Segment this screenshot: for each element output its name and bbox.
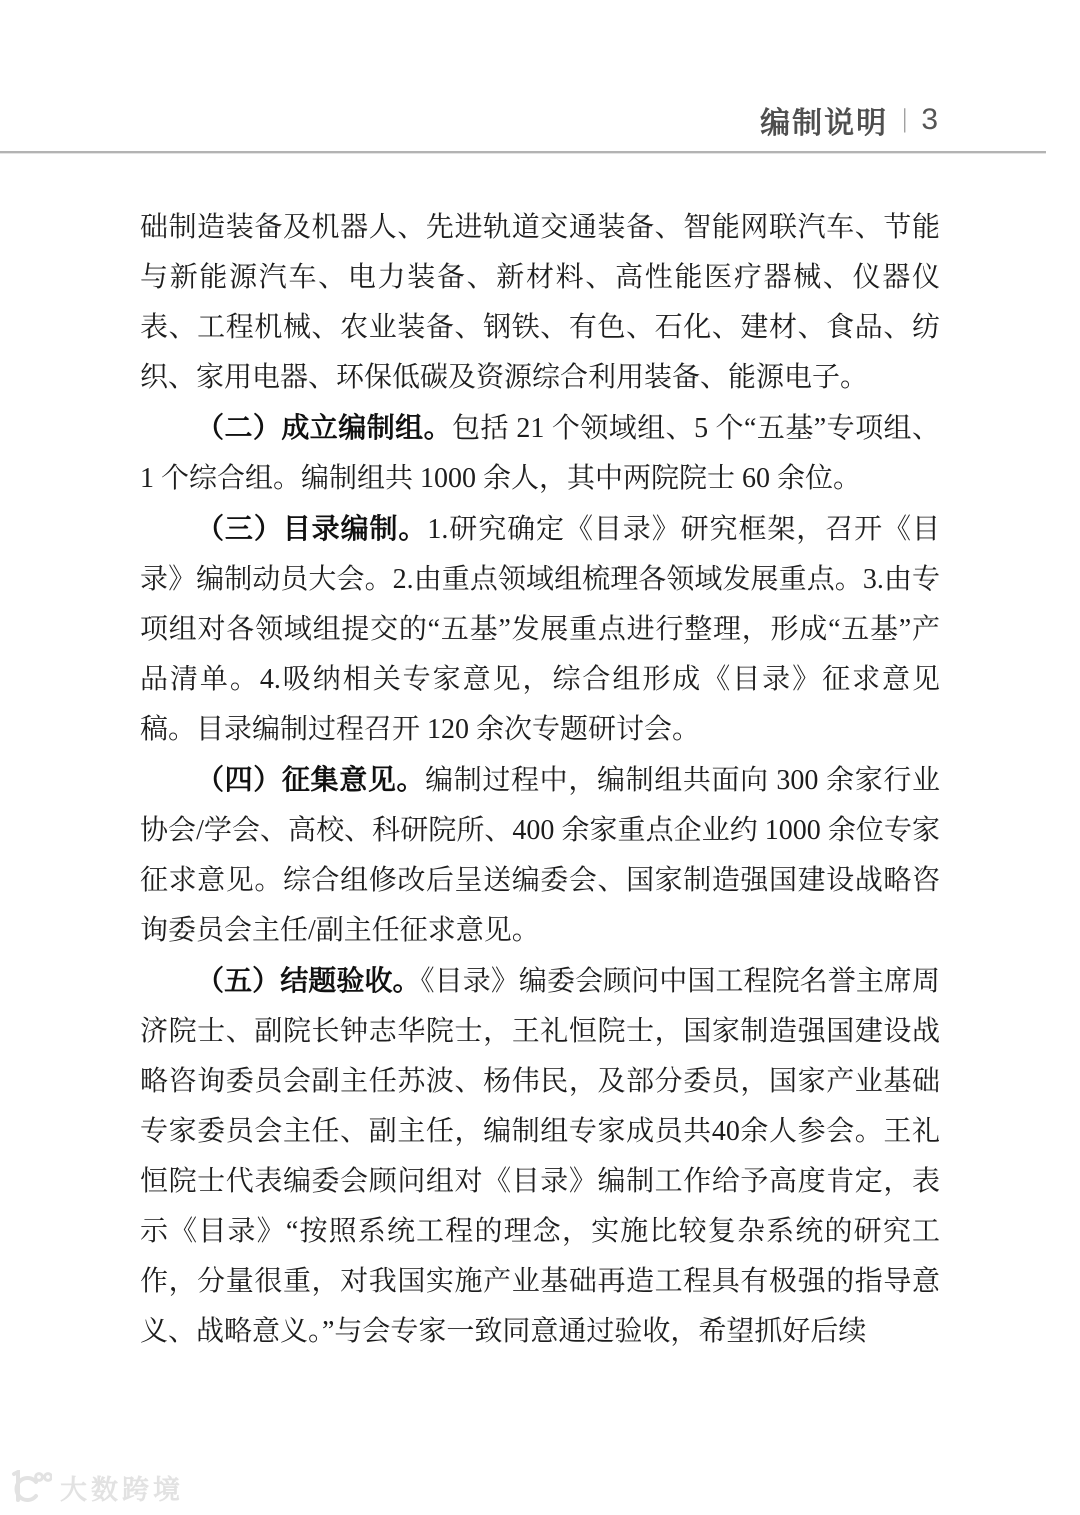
paragraph-text: 编制过程中，编制组共面向 300 余家行业协会/学会、高校、科研院所、400 余家重点企业约 1000 余位专家征求意见。综合组修改后呈送编委会、国家制造强国建设战略咨询委员会主任/副主任征求意见。 xyxy=(140,765,940,946)
watermark-text: 大数跨境 xyxy=(60,1475,184,1505)
paragraph-continuation xyxy=(140,203,940,403)
paragraph-text: 包括 21 个领域组、5 个“五基”专项组、1 个综合组。编制组共 1000 余人，其中两院院士 60 余位。 xyxy=(140,413,940,494)
header-section-title: 编制说明 xyxy=(760,107,889,140)
running-header xyxy=(140,98,938,142)
paragraph-section-4 xyxy=(140,755,940,956)
page-number: 3 xyxy=(921,103,938,136)
section-2-heading: （二）成立编制组。 xyxy=(196,412,453,443)
paragraph-section-2 xyxy=(140,403,940,504)
section-5-heading: （五）结题验收。 xyxy=(196,965,421,996)
dashu-kuajing-logo-icon xyxy=(8,1470,52,1506)
paragraph-section-3 xyxy=(140,504,940,755)
watermark xyxy=(8,1468,184,1507)
paragraph-section-5 xyxy=(140,956,940,1357)
header-divider-rule xyxy=(0,151,1046,154)
paragraph-text: 础制造装备及机器人、先进轨道交通装备、智能网联汽车、节能与新能源汽车、电力装备、新材料、高性能医疗器械、仪器仪表、工程机械、农业装备、钢铁、有色、石化、建材、食品、纺织、家用电器、环保低碳及资源综合利用装备、能源电子。 xyxy=(140,212,940,393)
paragraph-text: 1.研究确定《目录》研究框架，召开《目录》编制动员大会。2.由重点领域组梳理各领域发展重点。3.由专项组对各领域组提交的“五基”发展重点进行整理，形成“五基”产品清单。4.吸纳相关专家意见，综合组形成《目录》征求意见稿。目录编制过程召开 120 余次专题研讨会。 xyxy=(140,514,940,745)
body-text xyxy=(140,203,940,1357)
section-4-heading: （四）征集意见。 xyxy=(196,764,426,795)
header-separator: | xyxy=(902,104,908,133)
paragraph-text: 《目录》编委会顾问中国工程院名誉主席周济院士、副院长钟志华院士，王礼恒院士，国家制造强国建设战略咨询委员会副主任苏波、杨伟民，及部分委员，国家产业基础专家委员会主任、副主任，编制组专家成员共40余人参会。王礼恒院士代表编委会顾问组对《目录》编制工作给予高度肯定，表示《目录》“按照系统工程的理念，实施比较复杂系统的研究工作，分量很重，对我国实施产业基础再造工程具有极强的指导意义、战略意义。”与会专家一致同意通过验收，希望抓好后续 xyxy=(140,966,940,1347)
section-3-heading: （三）目录编制。 xyxy=(196,513,428,544)
